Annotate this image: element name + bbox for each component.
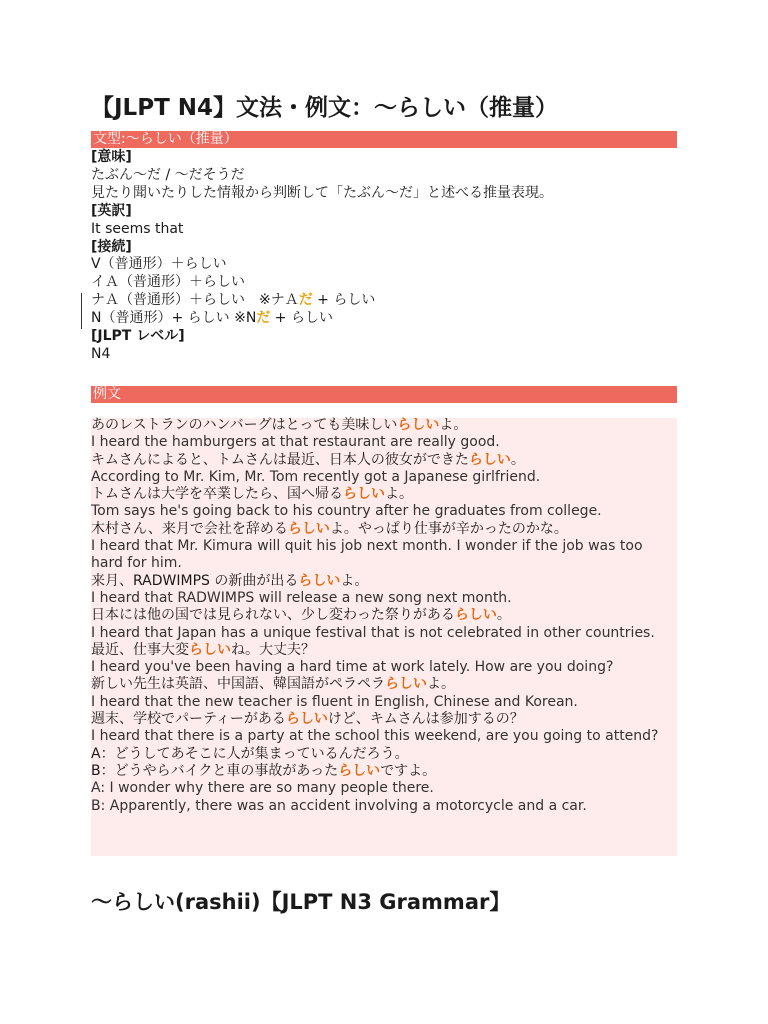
section-bar-sentence-pattern: 文型:〜らしい（推量） — [91, 131, 677, 148]
example-3-jp — [91, 486, 675, 503]
next-section-title: 〜らしい(rashii)【JLPT N3 Grammar】 — [91, 890, 511, 914]
example-text: ですよ。 — [380, 762, 437, 779]
connection-i-adjective: イＡ（普通形）＋らしい — [91, 274, 245, 291]
example-text: キムさんによると、トムさんは最近、日本人の彼女ができた — [91, 451, 469, 468]
meaning-line-2: 見たり聞いたりした情報から判断して「たぶん〜だ」と述べる推量表現。 — [91, 184, 553, 201]
example-text: トムさんは大学を卒業したら、国へ帰る — [91, 486, 343, 503]
grammar-highlight: らしい — [189, 641, 231, 658]
example-2-en: According to Mr. Kim, Mr. Tom recently got a Japanese girlfriend. — [91, 468, 541, 485]
connection-na-adjective-tail: + らしい — [312, 292, 376, 309]
connection-label: [接続] — [91, 238, 132, 255]
level-value: N4 — [91, 345, 111, 362]
example-6-jp — [91, 607, 675, 624]
grammar-highlight: らしい — [298, 572, 341, 589]
example-text: 最近、仕事大変 — [91, 641, 189, 658]
connection-na-adjective — [91, 292, 681, 310]
dialogue-a-jp: A：どうしてあそこに人が集まっているんだろう。 — [91, 745, 409, 762]
example-6-en: I heard that Japan has a unique festival that is not celebrated in other countries. — [91, 624, 655, 641]
example-text: あのレストランのハンバーグはとっても美味しい — [91, 417, 398, 433]
example-text: 日本には他の国では見られない、少し変わった祭りがある — [91, 607, 455, 624]
grammar-highlight: らしい — [287, 520, 330, 537]
example-4-jp — [91, 521, 675, 538]
grammar-highlight: らしい — [468, 451, 511, 468]
dialogue-a-en: A: I wonder why there are so many people there. — [91, 780, 434, 797]
example-5-en: I heard that RADWIMPS will release a new song next month. — [91, 589, 512, 606]
grammar-info — [91, 149, 681, 364]
connection-verb: V（普通形）＋らしい — [91, 256, 227, 273]
connection-noun — [91, 310, 681, 328]
dialogue-b-en: B: Apparently, there was an accident involving a motorcycle and a car. — [91, 797, 587, 814]
dialogue-b-jp — [91, 763, 675, 780]
page-title: 【JLPT N4】文法・例文：〜らしい（推量） — [91, 95, 559, 121]
example-2-jp — [91, 452, 675, 469]
grammar-highlight: らしい — [285, 711, 328, 728]
example-text: よ。 — [340, 572, 369, 589]
grammar-highlight: らしい — [385, 676, 427, 693]
level-label: [JLPT レベル] — [91, 328, 185, 345]
example-text: 。 — [510, 451, 525, 468]
example-text: けど、キムさんは参加するの？ — [327, 711, 524, 728]
connection-noun-tail: + らしい — [270, 310, 333, 327]
english-text: It seems that — [91, 220, 184, 237]
n-da-highlight: だ — [256, 310, 271, 327]
na-da-highlight: だ — [298, 292, 313, 309]
example-text: 木村さん、来月で会社を辞める — [91, 520, 288, 537]
example-text: 新しい先生は英語、中国語、韓国語がペラペラ — [91, 676, 385, 693]
grammar-highlight: らしい — [397, 417, 440, 433]
grammar-highlight: らしい — [343, 486, 385, 503]
example-text: ね。大丈夫？ — [231, 641, 315, 658]
meaning-line-1: たぶん〜だ / 〜だそうだ — [91, 166, 245, 183]
text-cursor — [81, 293, 82, 329]
connection-na-adjective-text: ナＡ（普通形）＋らしい ※ナＡ — [91, 292, 299, 309]
example-text: よ。 — [427, 676, 455, 693]
example-list — [91, 417, 675, 815]
example-text: よ。 — [385, 486, 413, 503]
example-text: よ。 — [439, 417, 468, 433]
example-7-jp — [91, 642, 675, 659]
example-text: 週末、学校でパーティーがある — [91, 711, 286, 728]
grammar-highlight: らしい — [454, 607, 497, 624]
example-text: 。 — [496, 607, 511, 624]
grammar-highlight: らしい — [338, 762, 381, 779]
example-8-en: I heard that the new teacher is fluent in English, Chinese and Korean. — [91, 693, 578, 710]
example-1-en: I heard the hamburgers at that restaurant are really good. — [91, 434, 500, 451]
example-9-en: I heard that there is a party at the school this weekend, are you going to attend? — [91, 728, 659, 745]
example-text: 来月、RADWIMPS の新曲が出る — [91, 572, 299, 589]
example-text: B：どうやらバイクと車の事故があった — [91, 762, 339, 779]
example-3-en: Tom says he's going back to his country after he graduates from college. — [91, 503, 602, 520]
example-text: よ。やっぱり仕事が辛かったのかな。 — [329, 520, 568, 537]
english-label: [英訳] — [91, 202, 132, 219]
example-8-jp — [91, 676, 675, 693]
example-4-en: I heard that Mr. Kimura will quit his job next month. I wonder if the job was too hard for him. — [91, 538, 643, 572]
section-bar-examples: 例文 — [91, 386, 677, 403]
example-5-jp — [91, 573, 675, 590]
meaning-label: [意味] — [91, 149, 132, 165]
example-9-jp — [91, 711, 675, 728]
example-7-en: I heard you've been having a hard time at work lately. How are you doing? — [91, 659, 614, 676]
example-1-jp — [91, 417, 675, 434]
connection-noun-text: N（普通形）+ らしい ※N — [91, 310, 257, 327]
